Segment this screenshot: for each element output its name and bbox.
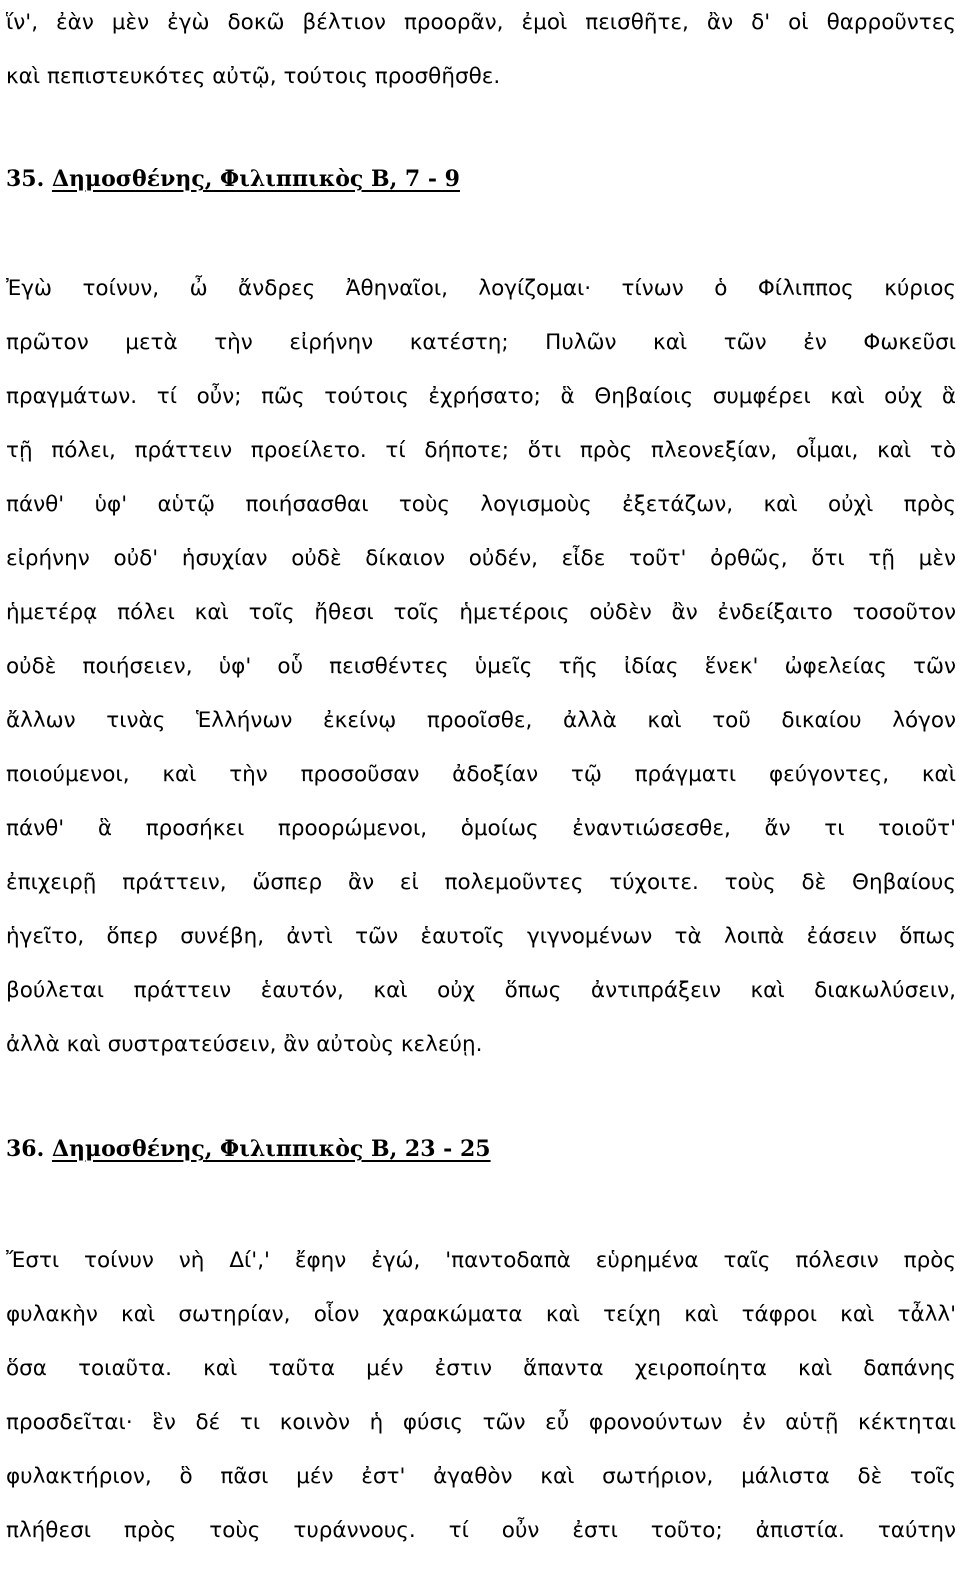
text-line-22: φυλακτήριον, ὃ πᾶσι μέν ἐστ' ἀγαθὸν καὶ σωτήριον, μάλιστα δὲ τοῖς — [6, 1464, 956, 1489]
text-line-14: ἐπιχειρῇ πράττειν, ὥσπερ ἂν εἰ πολεμοῦντες τύχοιτε. τοὺς δὲ Θηβαίους — [6, 870, 956, 895]
document-page — [6, 0, 956, 1590]
text-line-6: τῇ πόλει, πράττειν προείλετο. τί δήποτε; ὅτι πρὸς πλεονεξίαν, οἶμαι, καὶ τὸ — [6, 438, 956, 463]
text-line-9: ἡμετέρᾳ πόλει καὶ τοῖς ἤθεσι τοῖς ἡμετέροις οὐδὲν ἂν ἐνδείξαιτο τοσοῦτον — [6, 600, 956, 625]
text-line-12: ποιούμενοι, καὶ τὴν προσοῦσαν ἀδοξίαν τῷ πράγματι φεύγοντες, καὶ — [6, 762, 956, 787]
text-line-21: προσδεῖται· ἓν δέ τι κοινὸν ἡ φύσις τῶν εὖ φρονούντων ἐν αὑτῇ κέκτηται — [6, 1410, 956, 1435]
text-line-23: πλήθεσι πρὸς τοὺς τυράννους. τί οὖν ἐστι τοῦτο; ἀπιστία. ταύτην — [6, 1518, 956, 1543]
text-line-1: ἵν', ἐὰν μὲν ἐγὼ δοκῶ βέλτιον προορᾶν, ἐμοὶ πεισθῆτε, ἂν δ' οἱ θαρροῦντες — [6, 10, 956, 35]
text-line-17: ἀλλὰ καὶ συστρατεύσειν, ἂν αὐτοὺς κελεύῃ. — [6, 1032, 483, 1057]
text-line-15: ἡγεῖτο, ὅπερ συνέβη, ἀντὶ τῶν ἑαυτοῖς γιγνομένων τὰ λοιπὰ ἐάσειν ὅπως — [6, 924, 956, 949]
text-line-16: βούλεται πράττειν ἑαυτόν, καὶ οὐχ ὅπως ἀντιπράξειν καὶ διακωλύσειν, — [6, 978, 956, 1003]
section-number-35: 35. — [6, 166, 45, 192]
text-line-11: ἄλλων τινὰς Ἑλλήνων ἐκείνῳ προοῖσθε, ἀλλὰ καὶ τοῦ δικαίου λόγον — [6, 708, 956, 733]
text-line-8: εἰρήνην οὐδ' ἡσυχίαν οὐδὲ δίκαιον οὐδέν, εἶδε τοῦτ' ὀρθῶς, ὅτι τῇ μὲν — [6, 546, 956, 571]
text-line-19: φυλακὴν καὶ σωτηρίαν, οἷον χαρακώματα καὶ τείχη καὶ τάφροι καὶ τἆλλ' — [6, 1302, 956, 1327]
text-line-13: πάνθ' ἃ προσήκει προορώμενοι, ὁμοίως ἐναντιώσεσθε, ἄν τι τοιοῦτ' — [6, 816, 956, 841]
section-number-36: 36. — [6, 1136, 45, 1162]
section-heading-35 — [6, 159, 956, 199]
section-title-36: Δημοσθένης, Φιλιππικὸς Β, 23 - 25 — [51, 1136, 491, 1162]
section-heading-36 — [6, 1129, 956, 1169]
text-line-4: πρῶτον μετὰ τὴν εἰρήνην κατέστη; Πυλῶν καὶ τῶν ἐν Φωκεῦσι — [6, 330, 956, 355]
text-line-3: Ἐγὼ τοίνυν, ὦ ἄνδρες Ἀθηναῖοι, λογίζομαι· τίνων ὁ Φίλιππος κύριος — [6, 276, 956, 301]
text-line-2: καὶ πεπιστευκότες αὐτῷ, τούτοις προσθῆσθε. — [6, 64, 501, 89]
text-line-7: πάνθ' ὑφ' αὑτῷ ποιήσασθαι τοὺς λογισμοὺς ἐξετάζων, καὶ οὐχὶ πρὸς — [6, 492, 956, 517]
section-title-35: Δημοσθένης, Φιλιππικὸς Β, 7 - 9 — [51, 166, 460, 192]
text-line-18: Ἔστι τοίνυν νὴ Δί',' ἔφην ἐγώ, 'παντοδαπὰ εὑρημένα ταῖς πόλεσιν πρὸς — [6, 1248, 956, 1273]
text-line-10: οὐδὲ ποιήσειεν, ὑφ' οὗ πεισθέντες ὑμεῖς τῆς ἰδίας ἕνεκ' ὠφελείας τῶν — [6, 654, 956, 679]
text-line-5: πραγμάτων. τί οὖν; πῶς τούτοις ἐχρήσατο; ἃ Θηβαίοις συμφέρει καὶ οὐχ ἃ — [6, 384, 956, 409]
text-line-20: ὅσα τοιαῦτα. καὶ ταῦτα μέν ἐστιν ἅπαντα χειροποίητα καὶ δαπάνης — [6, 1356, 956, 1381]
